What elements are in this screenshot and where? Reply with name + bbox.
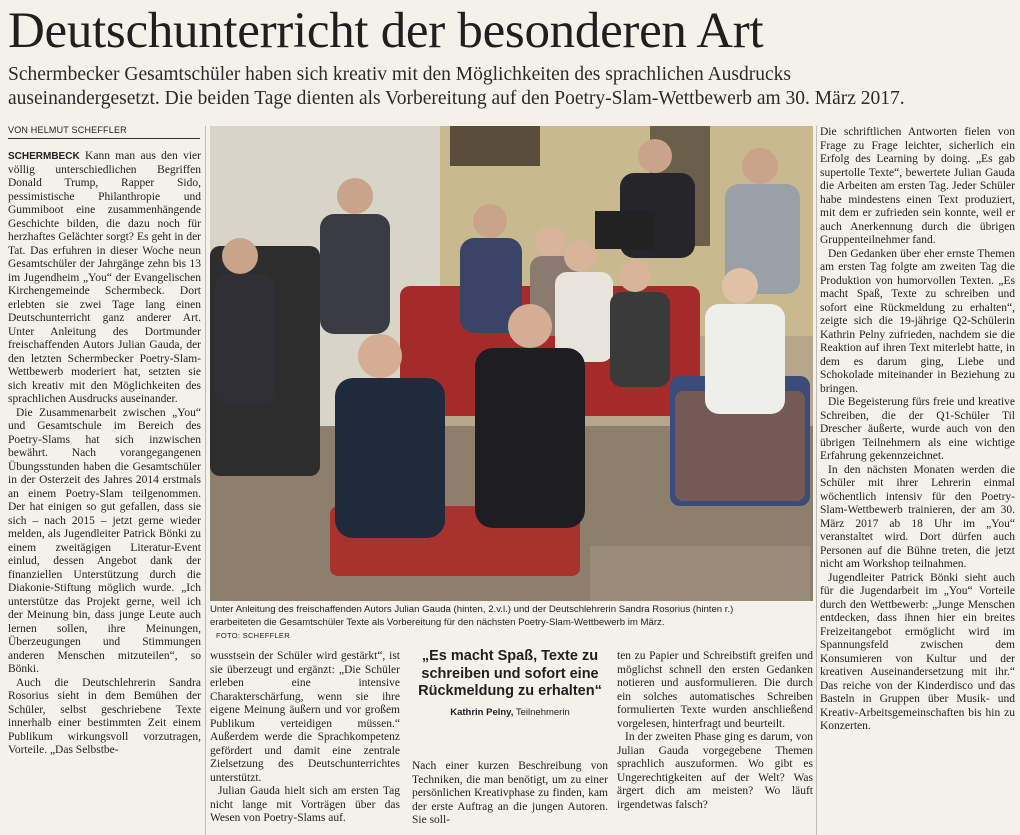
paragraph: Den Gedanken über eher ernste Themen am ersten Tag folgte am zweiten Tag die Produktion von humorvollen Texten. „Es macht Spaß, Texte zu schreiben und sofort eine Rückmeldung zu erhalten“, zeigte sich die 19-jährige Q2-Schülerin Kathrin Pelny zufrieden, nachdem sie die Reaktion auf ihren Text miterlebt hatte, in dem es darum ging, Liebe und Schokolade miteinander in Beziehung zu bringen. <box>820 247 1015 395</box>
paragraph: Die schriftlichen Antworten fielen von Frage zu Frage leichter, sicherlich ein Erfolg des Learning by doing. „Es gab supertolle Texte“, bewertete Julian Gauda die Arbeiten am ersten Tag. Jeder Schüler habe mindestens einen Text produziert, mit dem er zufrieden sein konnte, weil er auch Anerkennung durch die übrigen Gruppenteilnehmer fand. <box>820 126 1015 246</box>
caption-line-2: erarbeiteten die Gesamtschüler Texte als Vorbereitung für den nächsten Poetry-Slam-Wettbewerb im März. FOTO: SCHEFFLER <box>210 616 813 642</box>
paragraph: Nach einer kurzen Beschreibung von Techniken, die man benötigt, um zu einer persönlichen Kreativphase zu finden, kam der erste Auftrag an die jungen Autoren. Sie soll- <box>412 760 608 826</box>
article-column-3 <box>412 760 608 835</box>
article-column-5 <box>820 126 1015 835</box>
group-photo-image <box>210 126 813 601</box>
paragraph: In der zweiten Phase ging es darum, von Julian Gauda vorgegebene Themen sprachlich auszuformen. Wo gibt es Ungerechtigkeiten auf der Welt? Was ärgert dich am meisten? Wo läuft irgendetwas falsch? <box>617 731 813 811</box>
pull-quote-text: „Es macht Spaß, Texte zu schreiben und sofort eine Rückmeldung zu erhalten“ <box>418 648 602 699</box>
pull-quote <box>412 648 608 718</box>
quote-source: Kathrin Pelny, Teilnehmerin <box>450 706 570 718</box>
column-divider <box>205 126 206 835</box>
article-column-2 <box>210 650 400 835</box>
photo-credit: FOTO: SCHEFFLER <box>216 631 290 640</box>
caption-line-1: Unter Anleitung des freischaffenden Autors Julian Gauda (hinten, 2.v.l.) und der Deutschlehrerin Sandra Rosorius (hinten r.) <box>210 604 734 615</box>
paragraph: Die Begeisterung fürs freie und kreative Schreiben, die der Q1-Schüler Til Drescher äußerte, wurde auch von den übrigen Teilnehmern als eine wichtige Erfahrung gekennzeichnet. <box>820 396 1015 462</box>
article-column-4 <box>617 650 813 835</box>
paragraph: wusstsein der Schüler wird gestärkt“, ist sie überzeugt und ergänzt: „Die Schüler erleben eine intensive Charakterschärfung, wenn sie ihre eigene Meinung äußern und vor großem Publikum verteidigen müssen.“ Außerdem werde die Sprachkompetenz gefördert und damit eine zentrale Zielsetzung des Deutschunterrichtes unterstützt. <box>210 650 400 784</box>
paragraph: Die Zusammenarbeit zwischen „You“ und Gesamtschule im Bereich des Poetry-Slams hat sich inzwischen bewährt. Nach vorangegangenen Übungsstunden haben die Gesamtschüler in der Osterzeit des Jahres 2014 erstmals an einem Poetry-Slam teilgenommen. Der hat einigen so gut gefallen, dass sie sich – nach 2015 – jetzt gerne wieder melden, als Jugendleiter Patrick Bönki zu einem zweitägigen Literatur-Event einlud, dessen Angebot dank der finanziellen Unterstützung durch die Diakonie-Stiftung möglich wurde. „Ich unterstütze das Projekt gerne, weil ich der Meinung bin, dass junge Leute auch lernen sollen, ihre Meinungen, Überzeugungen und Stimmungen anderen Menschen mitzuteilen“, so Bönki. <box>8 406 201 675</box>
byline: VON HELMUT SCHEFFLER <box>8 125 200 139</box>
subheadline <box>8 63 1013 111</box>
subheadline-line-2: auseinandergesetzt. Die beiden Tage dienten als Vorbereitung auf den Poetry-Slam-Wettbewerb am 30. März 2017. <box>8 88 905 109</box>
column-divider <box>816 126 817 835</box>
paragraph: SCHERMBECK Kann man aus den vier völlig unterschiedlichen Begriffen Donald Trump, Rapper Sido, pessimistische Philanthropie und Gummiboot eine zusammenhängende Geschichte bilden, die dazu noch für herzhaftes Gelächter sorgt? Es geht in der Tat. Das erfuhren in dieser Woche neun Gesamtschüler der Jahrgänge zehn bis 13 im Jugendheim „You“ der Evangelischen Kirchengemeinde Schermbeck. Dort erlebten sie zwei Tage lang einen Deutschunterricht ganz anderer Art. Unter Anleitung des Dortmunder freischaffenden Autors Julian Gauda, der den letzten Schermbecker Poetry-Slam-Wettbewerb moderiert hat, setzten sie sich kreativ mit den Möglichkeiten des sprachlichen Ausdrucks auseinander. <box>8 150 201 405</box>
paragraph: Julian Gauda hielt sich am ersten Tag nicht lange mit Vorträgen über das Wesen von Poetry-Slams auf. <box>210 785 400 824</box>
paragraph: Jugendleiter Patrick Bönki sieht auch für die Jugendarbeit im „You“ Vorteile durch den Wettbewerb: „Junge Menschen entdecken, dass ihnen hier ein breites Freizeitangebot ermöglicht wird im Spannungsfeld zwischen dem Konsumieren von Kultur und der kreativen Auseinandersetzung mit ihr.“ Das reiche von der Kinderdisco und das Basteln in Gruppen über Musik- und Kreativ-Arbeitsgemeinschaften bis hin zu Konzerten. <box>820 571 1015 732</box>
subheadline-line-1: Schermbecker Gesamtschüler haben sich kreativ mit den Möglichkeiten des sprachlichen Ausdrucks <box>8 64 792 85</box>
paragraph: Auch die Deutschlehrerin Sandra Rosorius sieht in dem Bemühen der Schüler, selbst geschriebene Texte innerhalb einer bestimmten Zeit einem Publikum wirkungsvoll vorzutragen, Vorteile. „Das Selbstbe- <box>8 676 201 756</box>
group-photo <box>210 126 813 601</box>
paragraph: ten zu Papier und Schreibstift greifen und möglichst schnell den ersten Gedanken notieren und ausformulieren. Die durch ein solches automatisches Schreiben formulierten Texte wurden anschließend vorgelesen, hinterfragt und beurteilt. <box>617 650 813 730</box>
article-column-1 <box>8 150 201 835</box>
photo-caption <box>210 603 813 642</box>
dateline: SCHERMBECK <box>8 151 80 162</box>
headline: Deutschunterricht der besonderen Art <box>8 3 764 59</box>
paragraph: In den nächsten Monaten werden die Schüler mit ihrer Lehrerin einmal wöchentlich intensiv für den Poetry-Slam-Wettbewerb trainieren, der am 30. März 2017 ab 18 Uhr im „You“ veranstaltet wird. Dort dürfen auch Personen auf die Bühne treten, die jetzt nicht am Workshop teilnahmen. <box>820 463 1015 570</box>
